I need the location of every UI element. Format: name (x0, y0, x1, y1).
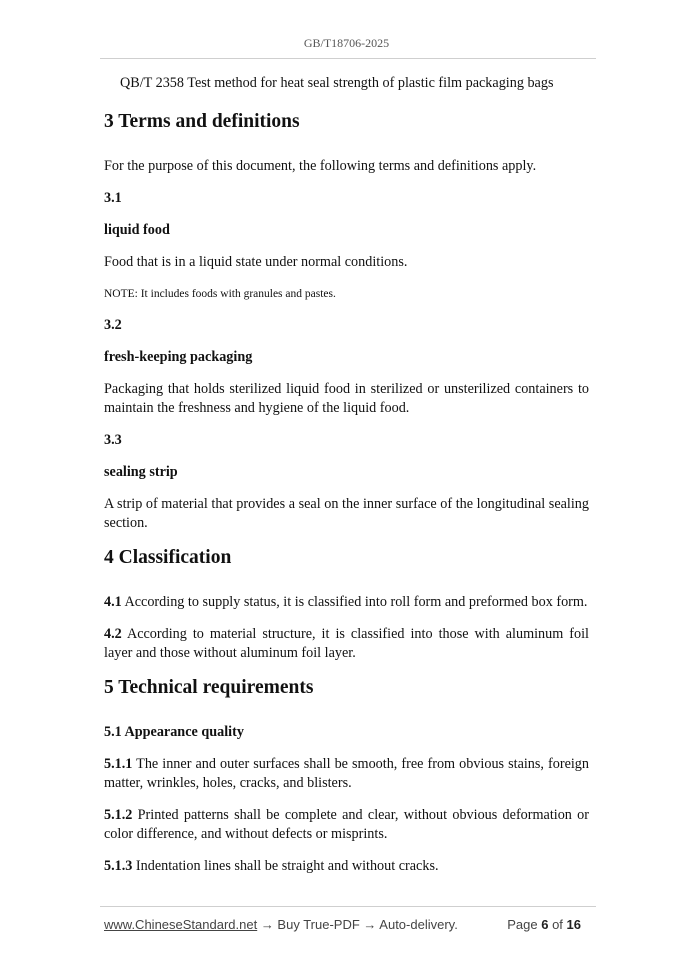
clause-text: The inner and outer surfaces shall be smooth, free from obvious stains, foreign matter, wrinkles, holes, cracks, and blisters. (104, 756, 589, 791)
website-link[interactable]: www.ChineseStandard.net (104, 917, 258, 932)
clause-text: Printed patterns shall be complete and clear, without obvious deformation or color difference, and without defects or misprints. (104, 807, 589, 842)
term-name: fresh-keeping packaging (104, 349, 253, 365)
clause-number: 5.1.2 (104, 807, 133, 823)
term-name: liquid food (104, 222, 170, 238)
page-current: 6 (541, 917, 549, 932)
footer-tagline: → Buy True-PDF → Auto-delivery. (257, 917, 458, 932)
term-number: 3.3 (104, 432, 122, 448)
section-4-heading: 4 Classification (104, 547, 232, 568)
page-body (104, 74, 589, 889)
clause-4-1 (104, 593, 589, 612)
clause-5-1-1 (104, 755, 589, 793)
clause-4-2 (104, 625, 589, 663)
clause-number: 5.1.3 (104, 858, 133, 874)
running-header: GB/T18706-2025 (303, 36, 390, 50)
page-of: of (552, 917, 563, 932)
page-label: Page (507, 917, 538, 932)
subsection-5-1-heading: 5.1 Appearance quality (104, 724, 244, 740)
clause-5-1-2 (104, 806, 589, 844)
clause-text: According to material structure, it is classified into those with aluminum foil layer and those without aluminum foil layer. (104, 626, 589, 661)
term-name: sealing strip (104, 464, 178, 480)
clause-number: 4.1 (104, 594, 122, 610)
clause-text: According to supply status, it is classified into roll form and preformed box form. (121, 594, 588, 610)
page-total: 16 (566, 917, 581, 932)
page-footer (104, 917, 589, 935)
term-definition: Food that is in a liquid state under normal conditions. (104, 254, 408, 270)
term-definition: Packaging that holds sterilized liquid food in sterilized or unsterilized containers to maintain the freshness and hygiene of the liquid food. (104, 381, 589, 416)
section-3-heading: 3 Terms and definitions (104, 111, 300, 132)
footer-promo (104, 917, 458, 932)
clause-number: 4.2 (104, 626, 122, 642)
section-3-intro: For the purpose of this document, the following terms and definitions apply. (104, 158, 537, 174)
header-divider (100, 58, 596, 59)
page-indicator (507, 917, 581, 932)
clause-text: Indentation lines shall be straight and without cracks. (132, 858, 439, 874)
clause-5-1-3 (104, 857, 589, 876)
term-number: 3.1 (104, 190, 122, 206)
term-definition: A strip of material that provides a seal on the inner surface of the longitudinal sealing section. (104, 496, 589, 531)
normative-reference: QB/T 2358 Test method for heat seal strength of plastic film packaging bags (120, 75, 554, 91)
footer-divider (100, 906, 596, 907)
term-note: NOTE: It includes foods with granules and pastes. (104, 288, 336, 300)
clause-number: 5.1.1 (104, 756, 133, 772)
section-5-heading: 5 Technical requirements (104, 677, 314, 698)
term-number: 3.2 (104, 317, 122, 333)
